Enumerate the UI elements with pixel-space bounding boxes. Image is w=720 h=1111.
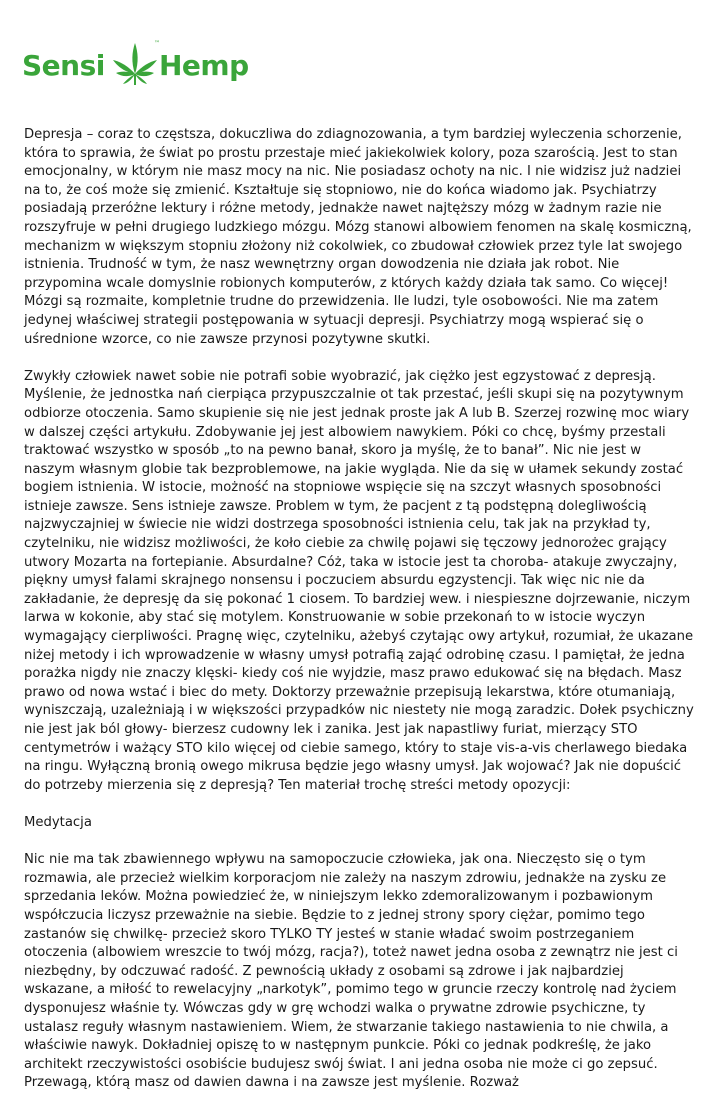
paragraph-meditation: Nic nie ma tak zbawiennego wpływu na samopoczucie człowieka, jak ona. Nieczęsto się o tym rozmawia, ale przecież wielkim korporacjom nie zależy na naszym zdrowiu, jednakże na zysku ze sprzedania leków. Można powiedzieć że, w niniejszym lekko zdemoralizowanym i pozbawionym współczucia liczysz przeważnie na siebie. Będzie to z jednej strony spory ciężar, pomimo tego zastanów się chwilkę- przecież skoro TYLKO TY jesteś w stanie władać swoim postrzeganiem otoczenia (albowiem wreszcie to twój mózg, racja?), toteż nawet jedna osoba z zewnątrz nie jest ci niezbędny, by odczuwać radość. Z pewnością układy z osobami są zdrowe i jak najbardziej wskazane, a miłość to rewelacyjny „narkotyk”, pomimo tego w gruncie rzeczy kontrolę nad życiem dysponujesz właśnie ty. Wówczas gdy w grę wchodzi walka o prywatne zdrowie psychiczne, ty ustalasz reguły własnym nastawieniem. Wiem, że stwarzanie takiego nastawienia to nie chwila, a właściwie nawyk. Dokładniej opiszę to w następnym punkcie. Póki co jednak podkreślę, że jako architekt rzeczywistości osobiście budujesz swój świat. I ani jedna osoba nie może ci go zepsuć. Przewagą, którą masz od dawien dawna i na zawsze jest myślenie. Rozważ <box>24 852 678 1091</box>
paragraph-intro: Depresja – coraz to częstsza, dokuczliwa do zdiagnozowania, a tym bardziej wyleczenia schorzenie, która to sprawia, że świat po prostu przestaje mieć jakiekolwiek kolory, poza szarością. Jest to stan emocjonalny, w którym nie masz mocy na nic. Nie posiadasz ochoty na nic. I nie widzisz już nadziei na to, że coś może się zmienić. Kształtuje się stopniowo, nie do końca wiadomo jak. Psychiatrzy posiadają przeróżne lektury i różne metody, jednakże nawet najtęższy mózg w żadnym razie nie rozszyfruje w pełni drugiego ludzkiego mózgu. Mózg stanowi albowiem fenomen na skalę kosmiczną, mechanizm w większym stopniu złożony niż cokolwiek, co zbudował człowiek przez tyle lat swojego istnienia. Trudność w tym, że nasz wewnętrzny organ dowodzenia nie działa jak robot. Nie przypomina wcale domyslnie robionych komputerów, z których każdy działa tak samo. Co więcej! Mózgi są rozmaite, kompletnie trudne do przewidzenia. Ile ludzi, tyle osobowości. Nie ma zatem jedynej właściwej strategii postępowania w sytuacji depresji. Psychiatrzy mogą wspierać się o uśrednione wzorce, co nie zawsze przynosi pozytywne skutki. <box>24 127 692 347</box>
paragraph-depression: Zwykły człowiek nawet sobie nie potrafi sobie wyobrazić, jak ciężko jest egzystować z depresją. Myślenie, że jednostka nań cierpiąca przypuszczalnie ot tak przestać, jeśli skupi się na pozytywnym odbiorze otoczenia. Samo skupienie się nie jest jednak proste jak A lub B. Szerzej rozwinę moc wiary w dalszej części artykułu. Zdobywanie jej jest albowiem nawykiem. Póki co chcę, byśmy przestali traktować wszystko w sposób „to na pewno banał, skoro ja myślę, że to banał”. Nic nie jest w naszym własnym globie tak bezproblemowe, na jakie wygląda. Nie da się w ułamek sekundy zostać bogiem istnienia. W istocie, możność na stopniowe wspięcie się na szczyt własnych sposobności istnieje zawsze. Sens istnieje zawsze. Problem w tym, że pacjent z tą podstępną dolegliwością najzwyczajniej w świecie nie widzi dostrzega sposobności istnienia celu, tak jak na przykład ty, czytelniku, nie widzisz możliwości, że koło ciebie za chwilę pojawi się tęczowy jednorożec grający utwory Mozarta na fortepianie. Absurdalne? Cóż, taka w istocie jest ta choroba- atakuje zwyczajny, piękny umysł falami skrajnego nonsensu i poczuciem absurdu egzystencji. Tak więc nic nie da zakładanie, że depresję da się pokonać 1 ciosem. To bardziej wew. i niespieszne dojrzewanie, niczym larwa w kokonie, aby stać się motylem. Konstruowanie w sobie przekonań to w istocie wyczyn wymagający cierpliwości. Pragnę więc, czytelniku, ażebyś czytając owy artykuł, rozumiał, że ukazane niżej metody i ich wprowadzenie w własny umysł potrafią zająć odrobinę czasu. I pamiętał, że jedna porażka nigdy nie znaczy klęski- kiedy coś nie wyjdzie, masz prawo edukować się na błędach. Masz prawo od nowa wstać i biec do mety. Doktorzy przeważnie przepisują lekarstwa, które otumaniają, wyniszczają, uzależniają i w większości przypadków nic niestety nie mogą zaradzic. Dołek psychiczny nie jest jak ból głowy- bierzesz cudowny lek i zanika. Jest jak napastliwy furiat, mierzący STO centymetrów i ważący STO kilo więcej od ciebie samego, który to staje vis-a-vis cherlawego biedaka na ringu. Wyłączną bronią owego mikrusa będzie jego własny umysł. Jak wojować? Jak nie dopuścić do potrzeby mierzenia się z depresją? Ten materiał trochę streści metody opozycji: <box>24 368 694 793</box>
logo-word-hemp: Hemp <box>159 49 249 82</box>
cannabis-leaf-icon <box>110 40 160 90</box>
trademark-symbol: ™ <box>154 40 160 47</box>
section-heading-meditation: Medytacja <box>24 814 92 830</box>
article-body <box>24 126 696 1111</box>
sensi-hemp-logo <box>22 40 252 96</box>
logo-word-sensi: Sensi <box>22 49 105 82</box>
